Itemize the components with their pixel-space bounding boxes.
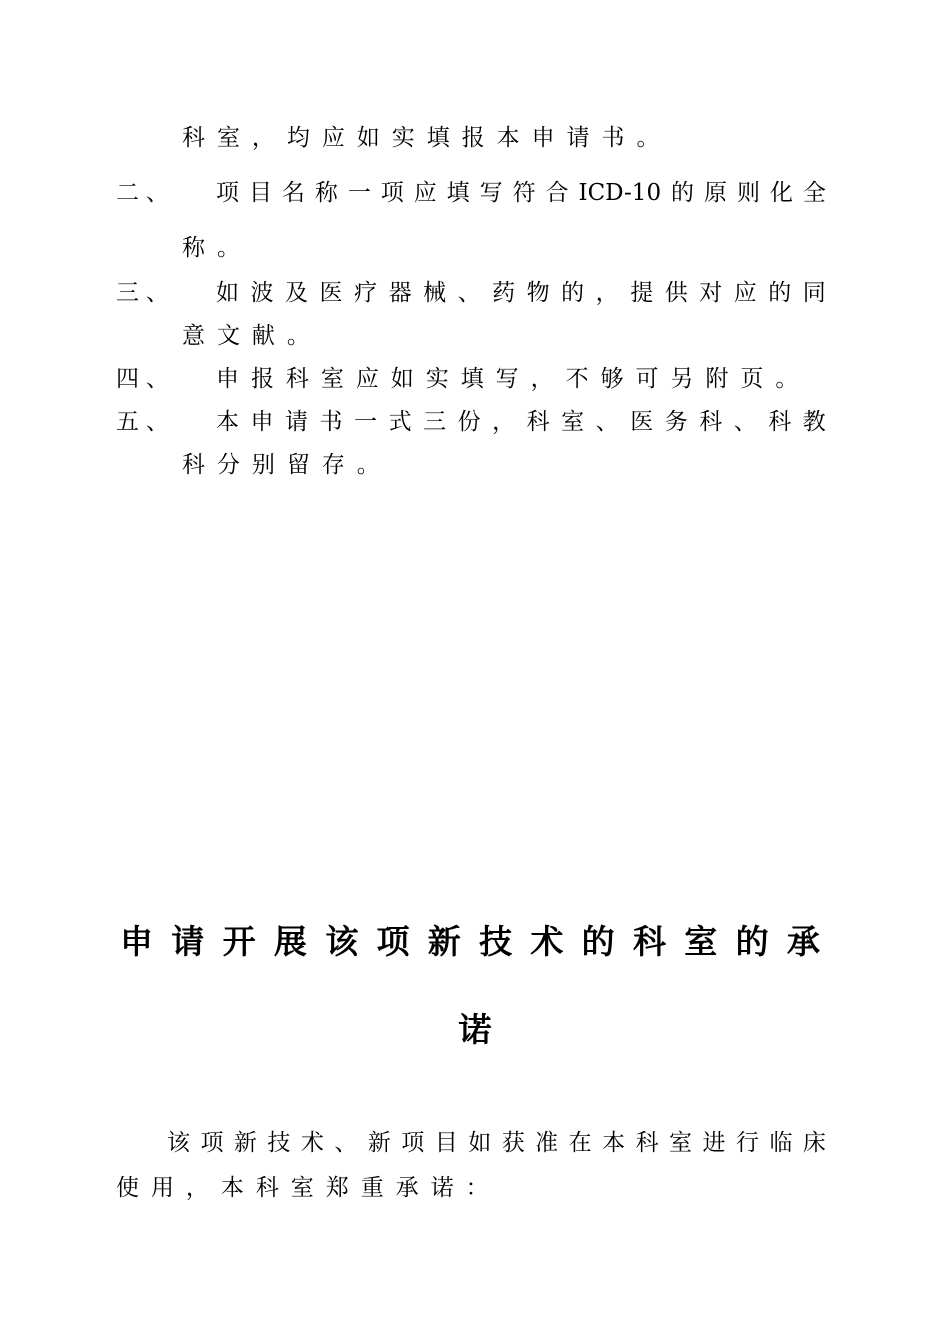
- instruction-continuation: 科室，均应如实填报本申请书。: [182, 125, 672, 151]
- item-number-3: 三、: [116, 280, 176, 306]
- item-3-line-2: 意文献。: [182, 323, 322, 349]
- item-number-4: 四、: [116, 366, 176, 392]
- commitment-title-line-1: 申 请 开 展 该 项 新 技 术 的 科 室 的 承: [120, 922, 820, 961]
- item-number-2: 二、: [116, 180, 176, 206]
- item-3-line-1: 如 波 及 医 疗 器 械 、 药 物 的 ， 提 供 对 应 的 同: [216, 280, 826, 306]
- commitment-paragraph-line-2: 使用，本科室郑重承诺：: [116, 1175, 501, 1201]
- commitment-paragraph-line-1: 该 项 新 技 术 、 新 项 目 如 获 准 在 本 科 室 进 行 临 床: [167, 1130, 826, 1156]
- item-4-line-1: 申报科室应如实填写，不够可另附页。: [216, 366, 811, 392]
- item-number-5: 五、: [116, 409, 176, 435]
- item-2-line-2: 称。: [182, 235, 252, 261]
- commitment-title-line-2: 诺: [458, 1010, 492, 1049]
- item-5-line-2: 科分别留存。: [182, 452, 392, 478]
- item-2-line-1: 项 目 名 称 一 项 应 填 写 符 合 ICD-10 的 原 则 化 全: [216, 180, 826, 206]
- item-5-line-1: 本 申 请 书 一 式 三 份 ， 科 室 、 医 务 科 、 科 教: [216, 409, 826, 435]
